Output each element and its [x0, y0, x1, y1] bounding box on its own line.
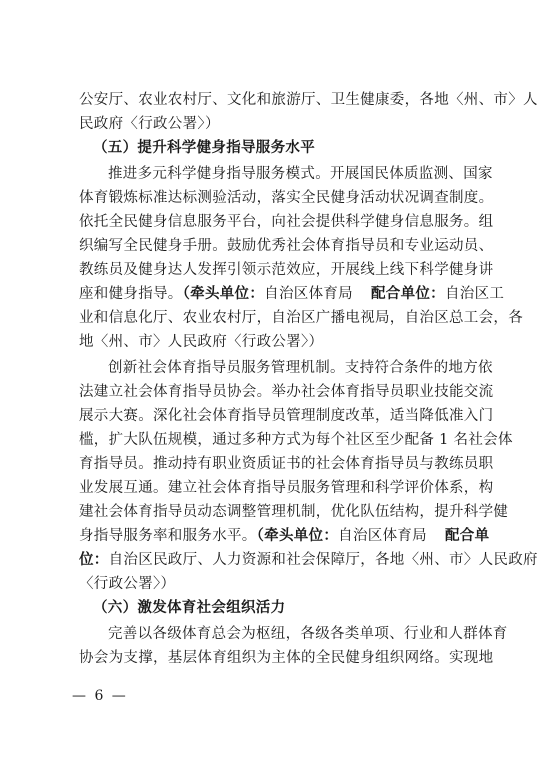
body-line: [79, 500, 509, 524]
line-text: 体育锻炼标准达标测验活动，落实全民健身活动状况调查制度。: [79, 190, 494, 206]
heading-text: （六）激发体育社会组织活力: [93, 599, 286, 616]
body-line: [79, 88, 538, 112]
line-text: 民政府〈行政公署〉）: [79, 116, 220, 132]
line-text: 创新社会体育指导员服务管理机制。支持符合条件的地方依: [108, 360, 493, 376]
body-line: [79, 428, 513, 452]
body-line: [79, 306, 523, 330]
body-line: [79, 162, 493, 186]
body-line: [79, 112, 485, 136]
line-text: 槛，扩大队伍规模，通过多种方式为每个社区至少配备 1 名社会体: [79, 432, 513, 448]
line-text: 地〈州、市〉人民政府〈行政公署〉）: [79, 334, 324, 350]
body-line: [79, 186, 494, 210]
support-unit-label-cont: 位：: [79, 551, 109, 568]
body-line: [79, 622, 508, 646]
line-text: 教练员及健身达人发挥引领示范效应，开展线上线下科学健身讲: [79, 262, 494, 278]
body-line: [79, 404, 494, 428]
page-number: — 6 —: [72, 688, 128, 704]
line-text: 依托全民健身信息服务平台，向社会提供科学健身信息服务。组: [79, 214, 494, 230]
body-line: [79, 646, 494, 670]
body-line: [79, 210, 494, 234]
line-text: 业发展互通。建立社会体育指导员服务管理和科学评价体系，构: [79, 480, 494, 496]
support-unit-label: 配合单位：: [370, 285, 445, 302]
support-unit-value: 自治区工: [444, 286, 505, 302]
line-text: 公安厅、农业农村厅、文化和旅游厅、卫生健康委，各地〈州、市〉人: [79, 92, 538, 108]
body-line: [79, 548, 538, 572]
body-line: [79, 452, 494, 476]
lead-unit-value: 自治区体育局: [338, 528, 427, 544]
lead-unit-label: （牵头单位：: [256, 527, 339, 544]
body-line: [79, 476, 494, 500]
line-text: 身指导服务率和服务水平。: [79, 528, 257, 544]
line-text: 展示大赛。深化社会体育指导员管理制度改革，适当降低准入门: [79, 408, 494, 424]
body-line: [79, 356, 493, 380]
line-text: 完善以各级体育总会为枢纽，各级各类单项、行业和人群体育: [108, 626, 508, 642]
body-line: [79, 572, 485, 596]
body-line: [79, 258, 494, 282]
body-line: [79, 282, 505, 306]
lead-unit-label: （牵头单位：: [182, 285, 265, 302]
line-text: 协会为支撑，基层体育组织为主体的全民健身组织网络。实现地: [79, 650, 494, 666]
line-text: 推进多元科学健身指导服务模式。开展国民体质监测、国家: [108, 166, 493, 182]
line-text: 育指导员。推动持有职业资质证书的社会体育指导员与教练员职: [79, 456, 494, 472]
line-text: 织编写全民健身手册。鼓励优秀社会体育指导员和专业运动员、: [79, 238, 494, 254]
line-text: 〈行政公署〉）: [79, 576, 176, 592]
section-heading-5: [93, 136, 499, 160]
line-text: 法建立社会体育指导员协会。举办社会体育指导员职业技能交流: [79, 384, 494, 400]
body-line: [79, 380, 494, 404]
body-line: [79, 524, 490, 548]
line-text: 座和健身指导。: [79, 286, 183, 302]
line-text: 业和信息化厅、农业农村厅，自治区广播电视局，自治区总工会，各: [79, 310, 523, 326]
heading-text: （五）提升科学健身指导服务水平: [93, 139, 315, 156]
lead-unit-value: 自治区体育局: [264, 286, 353, 302]
body-line: [79, 234, 494, 258]
section-heading-6: [93, 596, 499, 620]
body-line: [79, 330, 485, 354]
support-unit-value: 自治区民政厅、人力资源和社会保障厅，各地〈州、市〉人民政府: [108, 552, 538, 568]
line-text: 建社会体育指导员动态调整管理机制，优化队伍结构，提升科学健: [79, 504, 509, 520]
support-unit-label: 配合单: [444, 527, 490, 544]
